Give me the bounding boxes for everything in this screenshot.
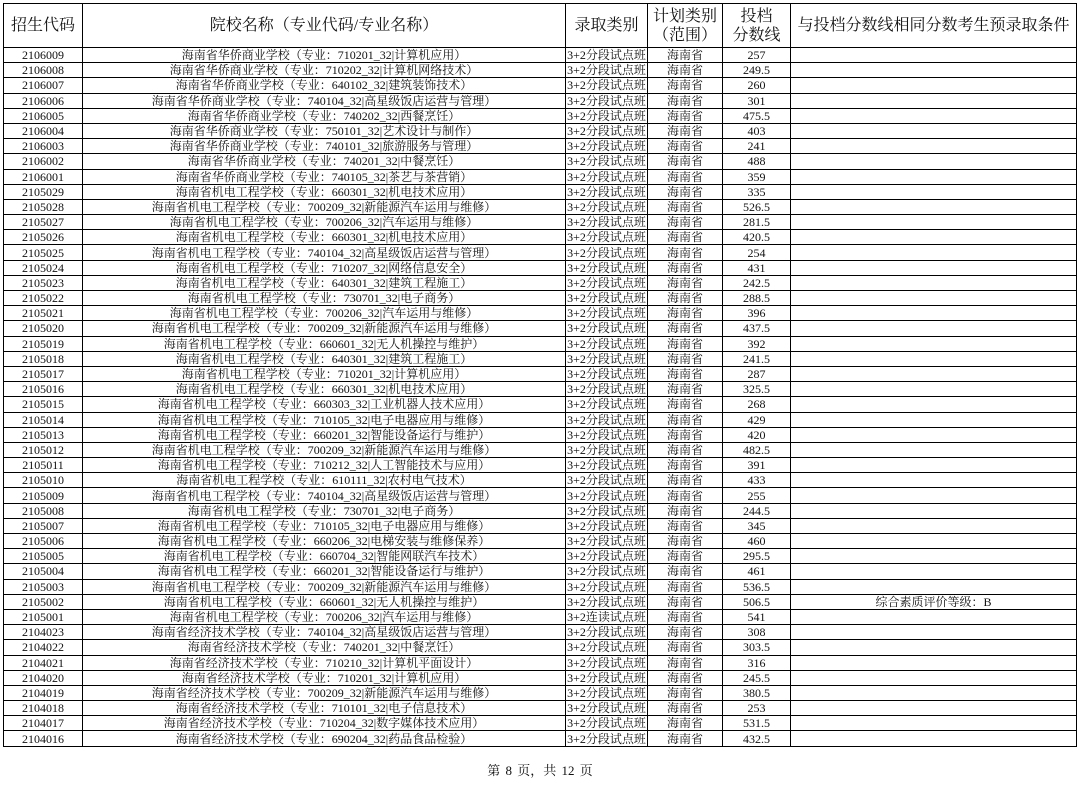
school-cell: 海南省机电工程学校（专业：730701_32|电子商务） [83,291,566,306]
condition-cell [791,337,1077,352]
plan-cell: 海南省 [648,625,723,640]
code-cell: 2105009 [4,488,83,503]
category-cell: 3+2分段试点班 [566,504,648,519]
code-cell: 2104018 [4,701,83,716]
category-cell: 3+2分段试点班 [566,595,648,610]
category-cell: 3+2分段试点班 [566,382,648,397]
header-school: 院校名称（专业代码/专业名称） [83,4,566,48]
header-score-line2: 分数线 [732,26,781,44]
plan-cell: 海南省 [648,731,723,746]
plan-cell: 海南省 [648,428,723,443]
score-cell: 249.5 [723,63,791,78]
plan-cell: 海南省 [648,352,723,367]
category-cell: 3+2分段试点班 [566,185,648,200]
code-cell: 2105003 [4,580,83,595]
school-cell: 海南省机电工程学校（专业：730701_32|电子商务） [83,504,566,519]
code-cell: 2105004 [4,564,83,579]
category-cell: 3+2分段试点班 [566,94,648,109]
condition-cell [791,534,1077,549]
school-cell: 海南省经济技术学校（专业：710201_32|计算机应用） [83,671,566,686]
plan-cell: 海南省 [648,245,723,260]
page-number-footer: 第 8 页，共 12 页 [487,763,593,778]
condition-cell [791,352,1077,367]
condition-cell [791,443,1077,458]
school-cell: 海南省机电工程学校（专业：700206_32|汽车运用与维修） [83,610,566,625]
score-cell: 281.5 [723,215,791,230]
admission-table [3,3,1077,747]
category-cell: 3+2分段试点班 [566,245,648,260]
plan-cell: 海南省 [648,534,723,549]
condition-cell [791,428,1077,443]
school-cell: 海南省华侨商业学校（专业：740101_32|旅游服务与管理） [83,139,566,154]
score-cell: 541 [723,610,791,625]
category-cell: 3+2分段试点班 [566,534,648,549]
plan-cell: 海南省 [648,443,723,458]
score-cell: 241 [723,139,791,154]
school-cell: 海南省机电工程学校（专业：660301_32|机电技术应用） [83,230,566,245]
category-cell: 3+2分段试点班 [566,154,648,169]
condition-cell [791,473,1077,488]
category-cell: 3+2分段试点班 [566,473,648,488]
score-cell: 475.5 [723,109,791,124]
category-cell: 3+2分段试点班 [566,352,648,367]
condition-cell [791,170,1077,185]
category-cell: 3+2分段试点班 [566,716,648,731]
school-cell: 海南省机电工程学校（专业：660201_32|智能设备运行与维护） [83,564,566,579]
code-cell: 2105016 [4,382,83,397]
school-cell: 海南省机电工程学校（专业：610111_32|农村电气技术） [83,473,566,488]
score-cell: 254 [723,245,791,260]
header-code: 招生代码 [4,4,83,48]
condition-cell [791,549,1077,564]
category-cell: 3+2分段试点班 [566,200,648,215]
score-cell: 431 [723,261,791,276]
school-cell: 海南省机电工程学校（专业：660206_32|电梯安装与维修保养） [83,534,566,549]
category-cell: 3+2分段试点班 [566,63,648,78]
plan-cell: 海南省 [648,337,723,352]
score-cell: 253 [723,701,791,716]
score-cell: 391 [723,458,791,473]
code-cell: 2105012 [4,443,83,458]
category-cell: 3+2分段试点班 [566,230,648,245]
plan-cell: 海南省 [648,139,723,154]
category-cell: 3+2连读试点班 [566,610,648,625]
category-cell: 3+2分段试点班 [566,306,648,321]
school-cell: 海南省机电工程学校（专业：640301_32|建筑工程施工） [83,352,566,367]
plan-cell: 海南省 [648,321,723,336]
score-cell: 335 [723,185,791,200]
code-cell: 2105008 [4,504,83,519]
code-cell: 2106003 [4,139,83,154]
code-cell: 2105020 [4,321,83,336]
category-cell: 3+2分段试点班 [566,78,648,93]
code-cell: 2105023 [4,276,83,291]
code-cell: 2105011 [4,458,83,473]
score-cell: 288.5 [723,291,791,306]
school-cell: 海南省机电工程学校（专业：660301_32|机电技术应用） [83,185,566,200]
condition-cell [791,580,1077,595]
category-cell: 3+2分段试点班 [566,215,648,230]
category-cell: 3+2分段试点班 [566,549,648,564]
score-cell: 325.5 [723,382,791,397]
school-cell: 海南省经济技术学校（专业：710204_32|数字媒体技术应用） [83,716,566,731]
school-cell: 海南省经济技术学校（专业：740104_32|高星级饭店运营与管理） [83,625,566,640]
school-cell: 海南省机电工程学校（专业：700209_32|新能源汽车运用与维修） [83,443,566,458]
condition-cell [791,488,1077,503]
code-cell: 2105001 [4,610,83,625]
plan-cell: 海南省 [648,94,723,109]
score-cell: 257 [723,48,791,63]
school-cell: 海南省机电工程学校（专业：700206_32|汽车运用与维修） [83,215,566,230]
category-cell: 3+2分段试点班 [566,124,648,139]
score-cell: 268 [723,397,791,412]
code-cell: 2105005 [4,549,83,564]
code-cell: 2105002 [4,595,83,610]
score-cell: 403 [723,124,791,139]
category-cell: 3+2分段试点班 [566,48,648,63]
plan-cell: 海南省 [648,549,723,564]
school-cell: 海南省华侨商业学校（专业：740201_32|中餐烹饪） [83,154,566,169]
header-plan-line2: （范围） [652,26,717,44]
score-cell: 301 [723,94,791,109]
code-cell: 2105021 [4,306,83,321]
score-cell: 433 [723,473,791,488]
condition-cell [791,124,1077,139]
header-plan-line1: 计划类别 [652,7,717,25]
condition-cell [791,640,1077,655]
score-cell: 241.5 [723,352,791,367]
condition-cell [791,200,1077,215]
condition-cell [791,245,1077,260]
condition-cell [791,671,1077,686]
score-cell: 255 [723,488,791,503]
category-cell: 3+2分段试点班 [566,458,648,473]
code-cell: 2104017 [4,716,83,731]
plan-cell: 海南省 [648,124,723,139]
school-cell: 海南省机电工程学校（专业：700206_32|汽车运用与维修） [83,306,566,321]
plan-cell: 海南省 [648,397,723,412]
category-cell: 3+2分段试点班 [566,671,648,686]
score-cell: 316 [723,656,791,671]
code-cell: 2106007 [4,78,83,93]
plan-cell: 海南省 [648,109,723,124]
school-cell: 海南省机电工程学校（专业：740104_32|高星级饭店运营与管理） [83,488,566,503]
plan-cell: 海南省 [648,595,723,610]
code-cell: 2106004 [4,124,83,139]
score-cell: 380.5 [723,686,791,701]
score-cell: 432.5 [723,731,791,746]
school-cell: 海南省机电工程学校（专业：710201_32|计算机应用） [83,367,566,382]
school-cell: 海南省机电工程学校（专业：660201_32|智能设备运行与维护） [83,428,566,443]
plan-cell: 海南省 [648,640,723,655]
score-cell: 245.5 [723,671,791,686]
plan-cell: 海南省 [648,170,723,185]
score-cell: 482.5 [723,443,791,458]
condition-cell [791,139,1077,154]
plan-cell: 海南省 [648,215,723,230]
condition-cell [791,48,1077,63]
condition-cell [791,397,1077,412]
condition-cell [791,701,1077,716]
code-cell: 2104022 [4,640,83,655]
code-cell: 2105026 [4,230,83,245]
condition-cell [791,625,1077,640]
code-cell: 2104021 [4,656,83,671]
school-cell: 海南省华侨商业学校（专业：640102_32|建筑装饰技术） [83,78,566,93]
school-cell: 海南省机电工程学校（专业：710212_32|人工智能技术与应用） [83,458,566,473]
score-cell: 359 [723,170,791,185]
plan-cell: 海南省 [648,686,723,701]
condition-cell [791,656,1077,671]
score-cell: 303.5 [723,640,791,655]
score-cell: 287 [723,367,791,382]
score-cell: 437.5 [723,321,791,336]
score-cell: 308 [723,625,791,640]
condition-cell [791,94,1077,109]
code-cell: 2105019 [4,337,83,352]
code-cell: 2105013 [4,428,83,443]
code-cell: 2106001 [4,170,83,185]
plan-cell: 海南省 [648,230,723,245]
code-cell: 2105029 [4,185,83,200]
plan-cell: 海南省 [648,382,723,397]
code-cell: 2106009 [4,48,83,63]
condition-cell [791,564,1077,579]
plan-cell: 海南省 [648,185,723,200]
plan-cell: 海南省 [648,671,723,686]
category-cell: 3+2分段试点班 [566,139,648,154]
header-condition: 与投档分数线相同分数考生预录取条件 [791,4,1077,48]
condition-cell [791,185,1077,200]
plan-cell: 海南省 [648,504,723,519]
code-cell: 2106006 [4,94,83,109]
code-cell: 2105010 [4,473,83,488]
code-cell: 2104023 [4,625,83,640]
code-cell: 2105018 [4,352,83,367]
school-cell: 海南省机电工程学校（专业：740104_32|高星级饭店运营与管理） [83,245,566,260]
score-cell: 460 [723,534,791,549]
code-cell: 2105022 [4,291,83,306]
school-cell: 海南省华侨商业学校（专业：710202_32|计算机网络技术） [83,63,566,78]
code-cell: 2105006 [4,534,83,549]
header-score [723,4,791,48]
category-cell: 3+2分段试点班 [566,686,648,701]
plan-cell: 海南省 [648,63,723,78]
code-cell: 2105014 [4,413,83,428]
plan-cell: 海南省 [648,154,723,169]
school-cell: 海南省华侨商业学校（专业：740105_32|茶艺与茶营销） [83,170,566,185]
school-cell: 海南省华侨商业学校（专业：740104_32|高星级饭店运营与管理） [83,94,566,109]
plan-cell: 海南省 [648,716,723,731]
score-cell: 506.5 [723,595,791,610]
school-cell: 海南省机电工程学校（专业：660601_32|无人机操控与维护） [83,337,566,352]
code-cell: 2104019 [4,686,83,701]
condition-cell [791,519,1077,534]
plan-cell: 海南省 [648,473,723,488]
school-cell: 海南省经济技术学校（专业：740201_32|中餐烹饪） [83,640,566,655]
plan-cell: 海南省 [648,488,723,503]
school-cell: 海南省经济技术学校（专业：690204_32|药品食品检验） [83,731,566,746]
code-cell: 2105027 [4,215,83,230]
header-plan [648,4,723,48]
school-cell: 海南省机电工程学校（专业：700209_32|新能源汽车运用与维修） [83,580,566,595]
score-cell: 420 [723,428,791,443]
code-cell: 2105007 [4,519,83,534]
condition-cell [791,731,1077,746]
score-cell: 396 [723,306,791,321]
school-cell: 海南省华侨商业学校（专业：750101_32|艺术设计与制作） [83,124,566,139]
category-cell: 3+2分段试点班 [566,731,648,746]
condition-cell [791,109,1077,124]
score-cell: 420.5 [723,230,791,245]
score-cell: 244.5 [723,504,791,519]
category-cell: 3+2分段试点班 [566,337,648,352]
plan-cell: 海南省 [648,656,723,671]
category-cell: 3+2分段试点班 [566,170,648,185]
code-cell: 2105024 [4,261,83,276]
plan-cell: 海南省 [648,367,723,382]
school-cell: 海南省机电工程学校（专业：660301_32|机电技术应用） [83,382,566,397]
code-cell: 2105028 [4,200,83,215]
condition-cell [791,261,1077,276]
condition-cell [791,686,1077,701]
header-score-line1: 投档 [740,7,773,25]
category-cell: 3+2分段试点班 [566,488,648,503]
score-cell: 392 [723,337,791,352]
school-cell: 海南省机电工程学校（专业：710207_32|网络信息安全） [83,261,566,276]
plan-cell: 海南省 [648,580,723,595]
school-cell: 海南省机电工程学校（专业：700209_32|新能源汽车运用与维修） [83,321,566,336]
code-cell: 2104020 [4,671,83,686]
score-cell: 345 [723,519,791,534]
plan-cell: 海南省 [648,701,723,716]
code-cell: 2105015 [4,397,83,412]
category-cell: 3+2分段试点班 [566,564,648,579]
code-cell: 2105017 [4,367,83,382]
category-cell: 3+2分段试点班 [566,397,648,412]
plan-cell: 海南省 [648,78,723,93]
plan-cell: 海南省 [648,291,723,306]
code-cell: 2106008 [4,63,83,78]
plan-cell: 海南省 [648,519,723,534]
condition-cell [791,367,1077,382]
score-cell: 531.5 [723,716,791,731]
condition-cell: 综合素质评价等级：B [791,595,1077,610]
school-cell: 海南省华侨商业学校（专业：710201_32|计算机应用） [83,48,566,63]
category-cell: 3+2分段试点班 [566,428,648,443]
school-cell: 海南省机电工程学校（专业：660704_32|智能网联汽车技术） [83,549,566,564]
category-cell: 3+2分段试点班 [566,367,648,382]
school-cell: 海南省经济技术学校（专业：710101_32|电子信息技术） [83,701,566,716]
plan-cell: 海南省 [648,610,723,625]
code-cell: 2106005 [4,109,83,124]
category-cell: 3+2分段试点班 [566,109,648,124]
condition-cell [791,291,1077,306]
school-cell: 海南省经济技术学校（专业：700209_32|新能源汽车运用与维修） [83,686,566,701]
condition-cell [791,413,1077,428]
category-cell: 3+2分段试点班 [566,701,648,716]
category-cell: 3+2分段试点班 [566,261,648,276]
code-cell: 2105025 [4,245,83,260]
condition-cell [791,215,1077,230]
score-cell: 488 [723,154,791,169]
category-cell: 3+2分段试点班 [566,656,648,671]
plan-cell: 海南省 [648,413,723,428]
school-cell: 海南省华侨商业学校（专业：740202_32|西餐烹饪） [83,109,566,124]
code-cell: 2104016 [4,731,83,746]
school-cell: 海南省机电工程学校（专业：660303_32|工业机器人技术应用） [83,397,566,412]
school-cell: 海南省经济技术学校（专业：710210_32|计算机平面设计） [83,656,566,671]
school-cell: 海南省机电工程学校（专业：660601_32|无人机操控与维护） [83,595,566,610]
condition-cell [791,504,1077,519]
condition-cell [791,610,1077,625]
score-cell: 242.5 [723,276,791,291]
school-cell: 海南省机电工程学校（专业：640301_32|建筑工程施工） [83,276,566,291]
condition-cell [791,382,1077,397]
plan-cell: 海南省 [648,200,723,215]
header-category: 录取类别 [566,4,648,48]
plan-cell: 海南省 [648,261,723,276]
school-cell: 海南省机电工程学校（专业：710105_32|电子电器应用与维修） [83,519,566,534]
category-cell: 3+2分段试点班 [566,519,648,534]
category-cell: 3+2分段试点班 [566,276,648,291]
score-cell: 526.5 [723,200,791,215]
category-cell: 3+2分段试点班 [566,291,648,306]
condition-cell [791,78,1077,93]
school-cell: 海南省机电工程学校（专业：700209_32|新能源汽车运用与维修） [83,200,566,215]
score-cell: 536.5 [723,580,791,595]
condition-cell [791,154,1077,169]
code-cell: 2106002 [4,154,83,169]
category-cell: 3+2分段试点班 [566,413,648,428]
category-cell: 3+2分段试点班 [566,443,648,458]
condition-cell [791,230,1077,245]
plan-cell: 海南省 [648,48,723,63]
condition-cell [791,306,1077,321]
condition-cell [791,716,1077,731]
category-cell: 3+2分段试点班 [566,640,648,655]
plan-cell: 海南省 [648,276,723,291]
category-cell: 3+2分段试点班 [566,625,648,640]
condition-cell [791,276,1077,291]
condition-cell [791,63,1077,78]
score-cell: 260 [723,78,791,93]
score-cell: 461 [723,564,791,579]
category-cell: 3+2分段试点班 [566,321,648,336]
condition-cell [791,458,1077,473]
condition-cell [791,321,1077,336]
category-cell: 3+2分段试点班 [566,580,648,595]
plan-cell: 海南省 [648,458,723,473]
score-cell: 429 [723,413,791,428]
score-cell: 295.5 [723,549,791,564]
school-cell: 海南省机电工程学校（专业：710105_32|电子电器应用与维修） [83,413,566,428]
plan-cell: 海南省 [648,564,723,579]
plan-cell: 海南省 [648,306,723,321]
